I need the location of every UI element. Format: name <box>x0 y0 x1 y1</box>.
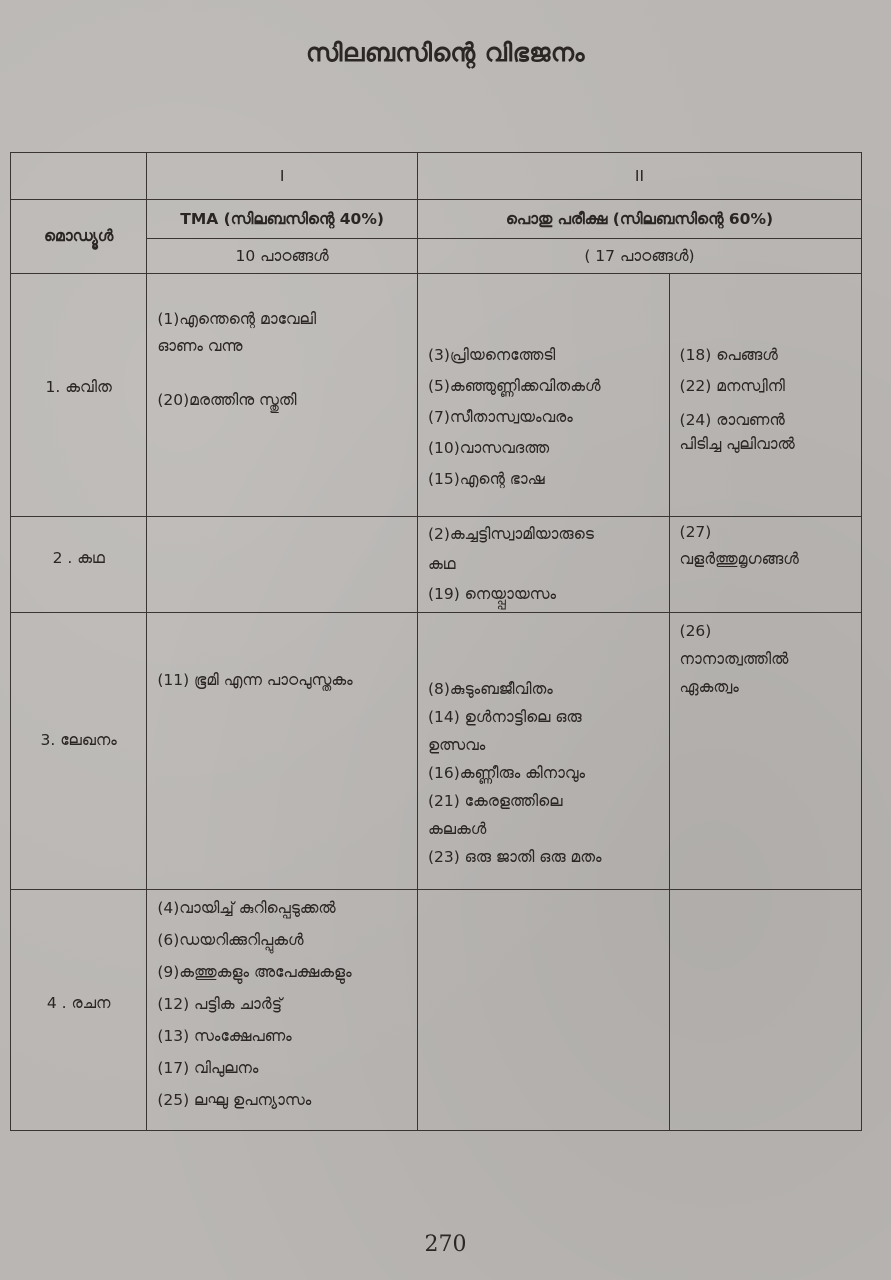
lesson-item: (8)കുടുംബജീവിതം <box>427 680 553 698</box>
lesson-item: (3)പ്രിയനെത്തേടി <box>427 346 556 364</box>
lesson-item: (11) ഭൂമി എന്ന പാഠപുസ്തകം <box>157 671 353 689</box>
part2-lesson-count: ( 17 പാഠങ്ങൾ) <box>417 239 861 274</box>
lesson-item: പിടിച്ച പുലിവാൽ <box>679 435 795 453</box>
module-name: 1. കവിത <box>11 274 147 517</box>
exam-lessons-a <box>417 274 669 517</box>
lesson-item: (13) സംക്ഷേപണം <box>157 1027 292 1045</box>
tma-lessons <box>147 274 418 517</box>
exam-lessons-b <box>669 517 861 613</box>
header-row-title <box>11 200 862 239</box>
syllabus-division-table <box>10 152 862 1131</box>
exam-lessons-a <box>417 613 669 890</box>
lesson-item: (18) പെങ്ങൾ <box>679 346 778 364</box>
module-name: 4 . രചന <box>11 890 147 1131</box>
exam-lessons-a-empty <box>417 890 669 1131</box>
spacer <box>147 360 417 387</box>
part1-roman: I <box>147 153 418 200</box>
lesson-item: (4)വായിച്ച് കുറിപ്പെടുക്കൽ <box>157 899 336 917</box>
tma-lessons <box>147 613 418 890</box>
lesson-item: (9)കത്തുകളും അപേക്ഷകളും <box>157 963 352 981</box>
lesson-item: കഥ <box>427 555 456 573</box>
lesson-item: (16)കണ്ണീരും കിനാവും <box>427 764 585 782</box>
table-row-lekhanam <box>11 613 862 890</box>
exam-lessons-b <box>669 613 861 890</box>
part2-title: പൊതു പരീക്ഷ (സിലബസിന്റെ 60%) <box>417 200 861 239</box>
lesson-item: (24) രാവണൻ <box>679 411 785 429</box>
table-row-rachana <box>11 890 862 1131</box>
lesson-item: (1)എന്തെന്റെ മാവേലി <box>157 310 317 328</box>
lesson-item: (14) ഉൾനാട്ടിലെ ഒരു <box>427 708 582 726</box>
module-column-header: മൊഡ്യൂൾ <box>11 200 147 274</box>
lesson-item: (12) പട്ടിക ചാർട്ട് <box>157 995 283 1013</box>
part1-lesson-count: 10 പാഠങ്ങൾ <box>147 239 418 274</box>
tma-lessons <box>147 890 418 1131</box>
lesson-item: (2)കച്ചട്ടിസ്വാമിയാരുടെ <box>427 525 594 543</box>
page-title: സിലബസിന്റെ വിഭജനം <box>306 38 585 67</box>
lesson-item: ഉത്സവം <box>427 736 486 754</box>
lesson-item: കലകൾ <box>427 820 487 838</box>
part1-title: TMA (സിലബസിന്റെ 40%) <box>147 200 418 239</box>
table-row-katha <box>11 517 862 613</box>
lesson-item: (20)മരത്തിനു സ്തുതി <box>157 391 297 409</box>
page-number: 270 <box>424 1232 467 1257</box>
lesson-item: (25) ലഘു ഉപന്യാസം <box>157 1091 312 1109</box>
lesson-item: (26) <box>679 622 712 640</box>
lesson-item: ഏകത്വം <box>679 678 739 696</box>
table-row-kavitha <box>11 274 862 517</box>
module-name: 3. ലേഖനം <box>11 613 147 890</box>
lesson-item: (6)ഡയറിക്കുറിപ്പുകൾ <box>157 931 304 949</box>
lesson-item: (10)വാസവദത്ത <box>427 439 550 457</box>
lesson-item: നാനാത്വത്തിൽ <box>679 650 789 668</box>
lesson-item: (23) ഒരു ജാതി ഒരു മതം <box>427 848 602 866</box>
lesson-item: (17) വിപുലനം <box>157 1059 259 1077</box>
part2-roman: II <box>417 153 861 200</box>
module-name: 2 . കഥ <box>11 517 147 613</box>
lesson-item: (7)സീതാസ്വയംവരം <box>427 408 573 426</box>
lesson-item: വളർത്തുമൃഗങ്ങൾ <box>679 550 799 568</box>
header-row-roman <box>11 153 862 200</box>
lesson-item: (19) നെയ്പ്പായസം <box>427 585 557 603</box>
lesson-item: (27) <box>679 523 712 541</box>
exam-lessons-b-empty <box>669 890 861 1131</box>
lesson-item: ഓണം വന്നു <box>157 337 243 355</box>
lesson-item: (5)കഞ്ഞുണ്ണിക്കവിതകൾ <box>427 377 601 395</box>
tma-lessons-empty <box>147 517 418 613</box>
exam-lessons-b <box>669 274 861 517</box>
lesson-item: (15)എന്റെ ഭാഷ <box>427 470 545 488</box>
exam-lessons-a <box>417 517 669 613</box>
lesson-item: (21) കേരളത്തിലെ <box>427 792 563 810</box>
empty-corner-cell <box>11 153 147 200</box>
lesson-item: (22) മനസ്വിനി <box>679 377 785 395</box>
